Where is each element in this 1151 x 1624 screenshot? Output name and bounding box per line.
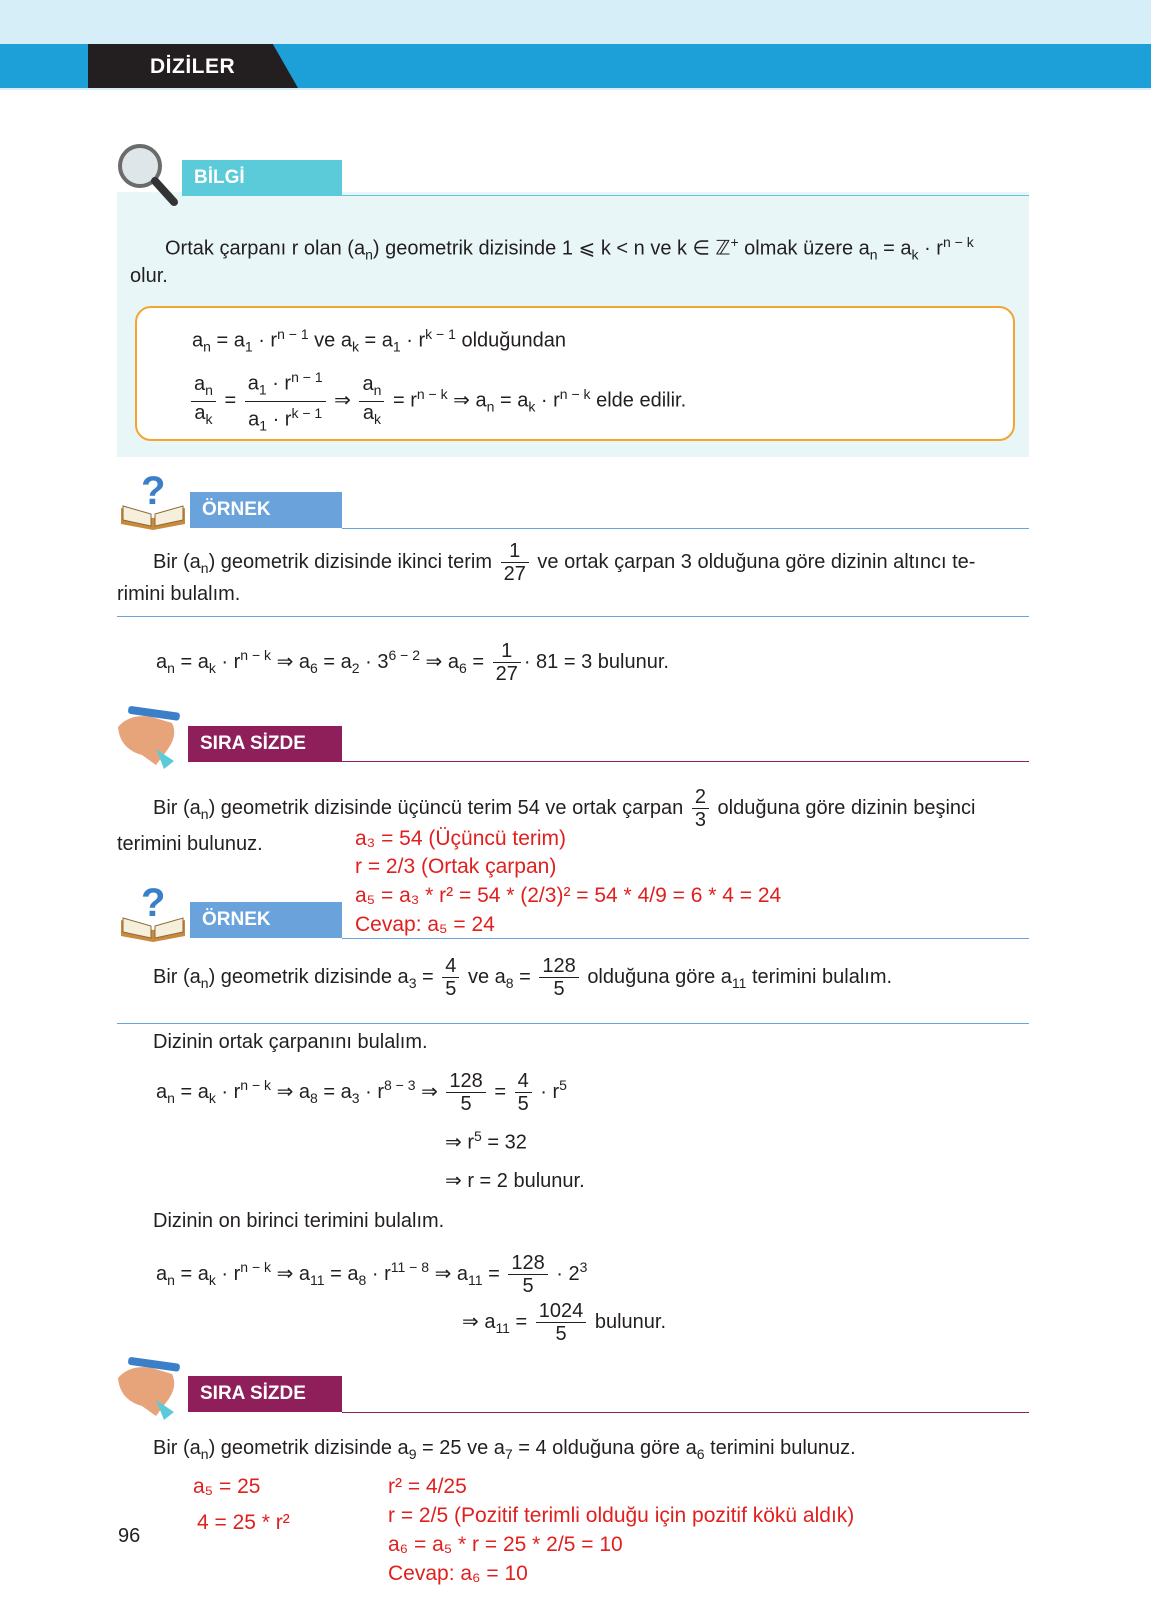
ornek1-question: Bir $(a_n)$ geometrik dizisinde ikinci terim $\frac{1}{27}$ ve ortak çarpan 3 olduğuna göre dizinin altıncı te- <box>153 540 976 585</box>
sira2-rule <box>342 1412 1029 1413</box>
sira1-handwritten-2: r = 2/3 (Ortak çarpan) <box>355 855 557 878</box>
ornek2-step1-title: Dizinin ortak çarpanını bulalım. <box>153 1031 428 1053</box>
ornek2-label: ÖRNEK <box>190 902 342 938</box>
bilgi-olur: olur. <box>130 265 168 287</box>
ornek2-r5: ⇒ $r^5 = 32$ <box>445 1128 527 1154</box>
ornek1-label: ÖRNEK <box>190 492 342 528</box>
ornek2-step2-eq: $a_n = a_k \cdot r^{n - k}$ ⇒ $a_{11} = a_8 \cdot r^{11 - 8}$ ⇒ $a_{11}$ = $\frac{128}{5}$ · $2^3$ <box>156 1252 588 1297</box>
hand-pencil-icon <box>112 705 187 770</box>
sira1-question: Bir $(a_n)$ geometrik dizisinde üçüncü terim 54 ve ortak çarpan $\frac{2}{3}$ olduğuna göre dizinin beşinci <box>153 786 976 831</box>
formula-line-1: $a_n = a_1 \cdot r^{n - 1}$ ve $a_k = a_1 \cdot r^{k - 1}$ olduğundan <box>192 326 567 355</box>
ornek2-r-result: ⇒ r = 2 bulunur. <box>445 1170 585 1192</box>
sira2-question: Bir $(a_n)$ geometrik dizisinde $a_9 = 25$ ve $a_7 = 4$ olduğuna göre $a_6$ terimini bulunuz. <box>153 1437 856 1462</box>
book-question-icon <box>117 880 189 944</box>
magnifier-icon <box>112 140 182 210</box>
ornek2-rule <box>342 938 1029 939</box>
ornek2-final: ⇒ $a_{11}$ = $\frac{1024}{5}$ bulunur. <box>462 1300 667 1345</box>
ornek1-rule <box>342 528 1029 529</box>
ornek1-solution: $a_n = a_k \cdot r^{n - k}$ ⇒ $a_6 = a_2 \cdot 3^{6 - 2}$ ⇒ $a_6$ = $\frac{1}{27}$ · 81 = 3 bulunur. <box>156 640 669 685</box>
sira2-handwritten-right-4: Cevap: a₆ = 10 <box>388 1562 528 1585</box>
sira2-handwritten-left-1: a₅ = 25 <box>193 1475 261 1498</box>
sira2-label: SIRA SİZDE <box>188 1376 342 1412</box>
ornek2-step1-eq: $a_n = a_k \cdot r^{n - k}$ ⇒ $a_8 = a_3 \cdot r^{8 - 3}$ ⇒ $\frac{128}{5}$ = $\frac{4}{5}$ · $r^5$ <box>156 1070 567 1115</box>
sira2-handwritten-right-1: r² = 4/25 <box>388 1475 467 1498</box>
sira1-rule <box>342 761 1029 762</box>
bilgi-text: Ortak çarpanı r olan $(a_n)$ geometrik dizisinde 1 ⩽ k < n ve k ∈ ℤ+ olmak üzere $a_n = a_k \cdot r^{n - k}$ <box>165 234 974 263</box>
hand-pencil-icon <box>112 1356 187 1421</box>
sira2-handwritten-right-2: r = 2/5 (Pozitif terimli olduğu için pozitif kökü aldık) <box>388 1504 855 1527</box>
sira2-handwritten-left-2: 4 = 25 * r² <box>197 1511 290 1534</box>
ornek1-solution-rule <box>117 616 1029 617</box>
page-number: 96 <box>118 1525 141 1547</box>
ornek2-step2-title: Dizinin on birinci terimini bulalım. <box>153 1210 445 1232</box>
sira1-label: SIRA SİZDE <box>188 726 342 762</box>
svg-text:?: ? <box>141 469 166 513</box>
sira1-handwritten-1: a₃ = 54 (Üçüncü terim) <box>355 827 567 850</box>
bilgi-label: BİLGİ <box>182 160 342 196</box>
chapter-title: DİZİLER <box>150 55 236 78</box>
sira1-handwritten-3: a₅ = a₃ * r² = 54 * (2/3)² = 54 * 4/9 = 6 * 4 = 24 <box>355 884 782 907</box>
formula-line-2: $\frac{a_n}{a_k}$ = $\frac{a_1 \cdot r^{n - 1}}{a_1 \cdot r^{k - 1}}$ ⇒ $\frac{a_n}{a_k}$ = $r^{n - k}$ ⇒ $a_n = a_k \cdot r^{n - k}$ elde edilir. <box>188 366 686 436</box>
svg-text:?: ? <box>141 881 166 925</box>
bilgi-rule <box>342 195 1029 196</box>
sira1-handwritten-4: Cevap: a₅ = 24 <box>355 913 495 936</box>
book-question-icon <box>117 468 189 532</box>
sira1-question-line2: terimini bulunuz. <box>117 833 263 855</box>
ornek2-question: Bir $(a_n)$ geometrik dizisinde $a_3$ = $\frac{4}{5}$ ve $a_8$ = $\frac{128}{5}$ olduğuna göre $a_{11}$ terimini bulalım. <box>153 955 893 1000</box>
ornek2-solution-rule <box>117 1023 1029 1024</box>
ornek1-question-line2: rimini bulalım. <box>117 583 241 605</box>
sira2-handwritten-right-3: a₆ = a₅ * r = 25 * 2/5 = 10 <box>388 1533 623 1556</box>
